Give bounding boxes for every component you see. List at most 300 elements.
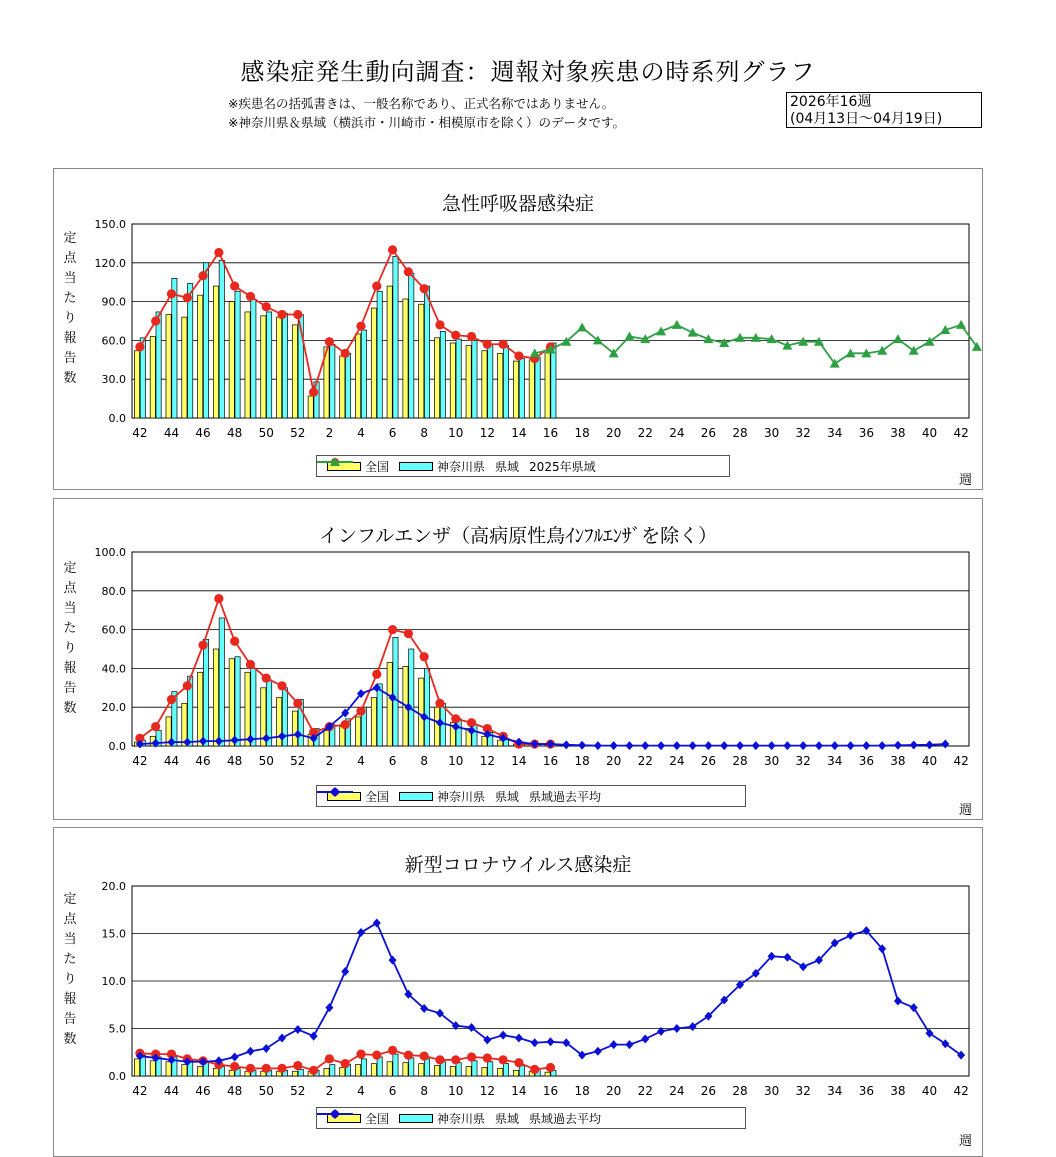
x-tick-label: 6 — [388, 754, 397, 768]
y-axis-label-char: り — [63, 972, 77, 987]
x-tick-label: 42 — [953, 754, 969, 768]
x-tick-label: 40 — [921, 1084, 938, 1098]
y-tick-label: 40.0 — [101, 662, 126, 676]
bar — [198, 672, 203, 746]
data-point — [356, 1050, 365, 1059]
x-axis-unit: 週 — [958, 473, 972, 488]
bar — [377, 1057, 382, 1076]
x-tick-label: 4 — [357, 1084, 365, 1098]
bar — [482, 1067, 487, 1076]
data-point — [499, 340, 508, 349]
bar — [213, 286, 218, 418]
bar — [551, 343, 556, 418]
bar — [361, 1059, 366, 1076]
chart-panel-covid19 — [53, 827, 983, 1157]
legend-item-kanagawa — [399, 788, 485, 805]
bar — [182, 317, 187, 418]
bar — [330, 344, 335, 418]
y-axis-label-char: 告 — [63, 1012, 77, 1027]
data-point — [325, 337, 334, 346]
data-point — [309, 1066, 318, 1075]
y-axis-label-char: 点 — [63, 912, 77, 927]
data-point — [135, 342, 144, 351]
data-point — [183, 681, 192, 690]
bar — [498, 353, 503, 418]
x-tick-label: 36 — [858, 754, 874, 768]
bar — [203, 263, 208, 418]
data-point — [246, 292, 255, 301]
x-tick-label: 24 — [669, 1084, 685, 1098]
bar — [409, 649, 414, 746]
x-axis-unit: 週 — [958, 1134, 972, 1149]
data-point — [293, 310, 302, 319]
report-week-range: (04月13日～04月19日) — [790, 111, 943, 127]
legend-swatch — [399, 462, 433, 471]
y-axis-label-char: 報 — [63, 992, 77, 1007]
x-tick-label: 18 — [574, 426, 590, 440]
bar — [419, 304, 424, 418]
bar — [150, 337, 155, 418]
bar — [387, 663, 392, 746]
x-tick-label: 46 — [195, 754, 211, 768]
bar — [345, 353, 350, 418]
data-point — [356, 706, 365, 715]
data-point — [451, 714, 460, 723]
bar — [355, 1065, 360, 1076]
x-tick-label: 14 — [511, 754, 527, 768]
data-point — [230, 281, 239, 290]
bar — [472, 340, 477, 418]
bar — [545, 351, 550, 418]
bar — [219, 260, 224, 418]
bar — [424, 286, 429, 418]
y-tick-label: 80.0 — [101, 584, 126, 598]
y-axis-label-char: 数 — [63, 1032, 77, 1047]
bar — [377, 291, 382, 418]
data-point — [151, 722, 160, 731]
bar — [434, 707, 439, 746]
data-point — [277, 1064, 286, 1073]
x-tick-label: 24 — [669, 426, 685, 440]
y-tick-label: 0.0 — [108, 1070, 126, 1083]
y-axis-label-char: 報 — [63, 661, 77, 676]
bar — [472, 1061, 477, 1076]
legend-line-green — [317, 456, 353, 468]
data-point — [341, 1059, 350, 1068]
x-tick-label: 34 — [827, 1084, 843, 1098]
data-point — [372, 1051, 381, 1060]
data-point — [325, 1054, 334, 1063]
note-disease-name: ※疾患名の括弧書きは、一般名称であり、正式名称ではありません。 — [228, 96, 615, 111]
x-tick-label: 30 — [763, 1084, 780, 1098]
bar — [188, 283, 193, 418]
bar — [371, 308, 376, 418]
x-tick-label: 52 — [290, 754, 306, 768]
x-tick-label: 38 — [890, 1084, 906, 1098]
x-tick-label: 32 — [795, 1084, 811, 1098]
data-point — [151, 316, 160, 325]
bar — [503, 346, 508, 418]
data-point — [309, 388, 318, 397]
y-axis-label-char: 点 — [63, 581, 77, 596]
bar — [409, 1058, 414, 1076]
legend-label: 全国 — [365, 459, 390, 474]
bar — [198, 1067, 203, 1077]
bar — [166, 315, 171, 418]
legend — [316, 455, 730, 477]
chart-svg — [54, 499, 982, 819]
bar — [424, 1059, 429, 1076]
legend-label: 県域 — [495, 789, 520, 804]
data-point — [341, 349, 350, 358]
data-point — [262, 1064, 271, 1073]
data-point — [356, 322, 365, 331]
bar — [340, 727, 345, 746]
bar — [482, 351, 487, 418]
x-tick-label: 10 — [448, 1084, 464, 1098]
legend-item-past-avg — [529, 788, 601, 805]
bar — [355, 334, 360, 418]
y-axis-label-char: た — [63, 952, 77, 967]
legend-label: 2025年県域 — [529, 459, 596, 474]
x-tick-label: 42 — [953, 1084, 969, 1098]
y-axis-label-char: り — [63, 641, 77, 656]
x-tick-label: 34 — [827, 426, 843, 440]
data-point — [167, 289, 176, 298]
x-axis-unit: 週 — [958, 803, 972, 818]
data-point — [483, 340, 492, 349]
x-tick-label: 32 — [795, 754, 811, 768]
bar — [324, 730, 329, 746]
legend-label: 県域過去平均 — [529, 789, 602, 804]
data-point — [435, 320, 444, 329]
bar — [213, 649, 218, 746]
bar — [156, 312, 161, 418]
bar — [235, 291, 240, 418]
bar — [213, 1068, 218, 1076]
y-axis-label-char: 告 — [63, 681, 77, 696]
legend-item-past-avg — [529, 1110, 601, 1127]
bar — [466, 1067, 471, 1077]
data-point — [198, 641, 207, 650]
y-axis-label-char: 当 — [63, 601, 77, 616]
report-week: 2026年16週 — [790, 94, 872, 110]
x-tick-label: 16 — [542, 754, 559, 768]
data-point — [277, 310, 286, 319]
bar — [403, 299, 408, 418]
x-tick-label: 14 — [511, 1084, 527, 1098]
x-tick-label: 4 — [357, 754, 365, 768]
bar — [282, 313, 287, 418]
bar — [308, 396, 313, 418]
x-tick-label: 20 — [606, 754, 622, 768]
bar — [340, 1067, 345, 1076]
x-tick-label: 8 — [420, 754, 428, 768]
x-tick-label: 38 — [890, 426, 906, 440]
bar — [261, 316, 266, 418]
bar — [324, 1068, 329, 1076]
data-point — [451, 331, 460, 340]
x-tick-label: 8 — [420, 426, 428, 440]
x-tick-label: 36 — [858, 426, 874, 440]
legend-swatch — [399, 792, 433, 801]
x-tick-label: 20 — [606, 1084, 622, 1098]
x-tick-label: 44 — [163, 754, 180, 768]
bar — [245, 312, 250, 418]
x-tick-label: 16 — [542, 1084, 559, 1098]
x-tick-label: 42 — [953, 426, 969, 440]
bar — [393, 1054, 398, 1076]
legend-label: 全国 — [365, 1111, 390, 1126]
data-point — [198, 271, 207, 280]
chart-panel-acute-respiratory — [53, 168, 983, 490]
data-point — [420, 284, 429, 293]
bar — [456, 339, 461, 418]
x-tick-label: 40 — [921, 426, 938, 440]
bar — [450, 343, 455, 418]
bar — [251, 668, 256, 746]
data-point — [372, 281, 381, 290]
y-tick-label: 20.0 — [101, 701, 126, 715]
x-tick-label: 50 — [258, 754, 274, 768]
x-tick-label: 28 — [732, 754, 748, 768]
bar — [330, 1065, 335, 1076]
legend-item-kanagawa — [399, 458, 485, 475]
x-tick-label: 2 — [325, 754, 334, 768]
x-tick-label: 22 — [637, 754, 653, 768]
plot-area — [132, 552, 969, 746]
data-point — [372, 670, 381, 679]
bar — [134, 1059, 139, 1076]
x-tick-label: 48 — [227, 426, 243, 440]
data-point — [451, 1055, 460, 1064]
y-tick-label: 0.0 — [108, 740, 126, 753]
bar — [377, 684, 382, 746]
note-data-scope: ※神奈川県＆県域（横浜市・川崎市・相模原市を除く）のデータです。 — [228, 115, 625, 130]
bar — [182, 1065, 187, 1076]
bar — [456, 1063, 461, 1076]
y-tick-label: 120.0 — [94, 256, 126, 270]
x-tick-label: 50 — [258, 1084, 274, 1098]
data-point — [293, 1061, 302, 1070]
y-tick-label: 100.0 — [94, 546, 126, 559]
y-tick-label: 20.0 — [101, 880, 126, 893]
bar — [219, 618, 224, 746]
x-tick-label: 40 — [921, 754, 938, 768]
bar — [245, 672, 250, 746]
legend-swatch — [399, 1114, 433, 1123]
bar — [371, 1064, 376, 1076]
data-point — [214, 248, 223, 257]
data-point — [435, 699, 444, 708]
bar — [387, 286, 392, 418]
x-tick-label: 12 — [479, 426, 495, 440]
x-tick-label: 6 — [388, 1084, 397, 1098]
x-tick-label: 18 — [574, 754, 590, 768]
data-point — [183, 293, 192, 302]
bar — [545, 1072, 550, 1076]
x-tick-label: 30 — [763, 426, 780, 440]
legend-label: 神奈川県 — [437, 789, 486, 804]
x-tick-label: 2 — [325, 426, 334, 440]
x-tick-label: 42 — [132, 426, 148, 440]
x-tick-label: 8 — [420, 1084, 428, 1098]
chart-title: インフルエンザ（高病原性鳥ｲﾝﾌﾙｴﾝｻﾞを除く） — [318, 525, 718, 547]
data-point — [546, 1063, 555, 1072]
bar — [488, 344, 493, 418]
bar — [503, 1064, 508, 1076]
y-axis-label-char: 定 — [63, 892, 77, 907]
x-tick-label: 46 — [195, 1084, 211, 1098]
data-point — [388, 245, 397, 254]
bar — [340, 356, 345, 418]
data-point — [246, 1064, 255, 1073]
legend-line-blue — [317, 786, 353, 798]
chart-title: 急性呼吸器感染症 — [441, 193, 594, 215]
data-point — [435, 1055, 444, 1064]
data-point — [514, 351, 523, 360]
legend-label: 全国 — [365, 789, 390, 804]
y-tick-label: 15.0 — [101, 927, 126, 941]
bar — [277, 317, 282, 418]
x-tick-label: 30 — [763, 754, 780, 768]
data-point — [420, 652, 429, 661]
x-tick-label: 26 — [700, 426, 717, 440]
x-tick-label: 52 — [290, 1084, 306, 1098]
chart-panel-influenza — [53, 498, 983, 820]
data-point — [388, 1046, 397, 1055]
legend — [316, 785, 746, 807]
x-tick-label: 4 — [357, 426, 365, 440]
data-point — [499, 1055, 508, 1064]
y-axis-label-char: 報 — [63, 331, 77, 346]
bar — [361, 330, 366, 418]
bar — [267, 312, 272, 418]
y-axis-label-char: 数 — [63, 371, 77, 386]
x-tick-label: 44 — [163, 426, 180, 440]
bar — [235, 657, 240, 746]
bar — [482, 736, 487, 746]
x-tick-label: 46 — [195, 426, 211, 440]
bar — [203, 639, 208, 746]
bar — [166, 1062, 171, 1076]
y-axis-label-char: り — [63, 311, 77, 326]
data-point — [404, 629, 413, 638]
data-point — [293, 699, 302, 708]
bar — [393, 637, 398, 746]
x-tick-label: 48 — [227, 1084, 243, 1098]
y-tick-label: 10.0 — [101, 975, 126, 988]
bar — [387, 1062, 392, 1076]
data-point — [277, 681, 286, 690]
y-axis-label-char: 告 — [63, 351, 77, 366]
bar — [529, 360, 534, 418]
y-axis-label-char: 定 — [63, 561, 77, 576]
x-tick-label: 12 — [479, 754, 495, 768]
data-point — [530, 1065, 539, 1074]
data-point — [341, 720, 350, 729]
bar — [134, 351, 139, 418]
legend-label: 神奈川県 — [437, 459, 486, 474]
data-point — [467, 332, 476, 341]
data-point — [246, 660, 255, 669]
bar — [292, 711, 297, 746]
bar — [513, 361, 518, 418]
x-tick-label: 26 — [700, 754, 717, 768]
data-point — [420, 1051, 429, 1060]
bar — [419, 678, 424, 746]
bar — [198, 295, 203, 418]
data-point — [483, 1053, 492, 1062]
bar — [488, 1062, 493, 1076]
legend-label: 県域 — [495, 459, 520, 474]
bar — [498, 1068, 503, 1076]
y-axis-label-char: 点 — [63, 251, 77, 266]
x-tick-label: 22 — [637, 426, 653, 440]
bar — [150, 1061, 155, 1076]
x-tick-label: 42 — [132, 754, 148, 768]
x-tick-label: 22 — [637, 1084, 653, 1098]
x-tick-label: 20 — [606, 426, 622, 440]
data-point — [167, 695, 176, 704]
bar — [519, 359, 524, 418]
x-tick-label: 10 — [448, 754, 464, 768]
legend — [316, 1107, 746, 1129]
x-tick-label: 2 — [325, 1084, 334, 1098]
bar — [434, 338, 439, 418]
x-tick-label: 38 — [890, 754, 906, 768]
data-point — [230, 1062, 239, 1071]
legend-line-blue — [317, 1108, 353, 1120]
bar — [419, 1064, 424, 1076]
x-tick-label: 26 — [700, 1084, 717, 1098]
data-point — [404, 267, 413, 276]
bar — [466, 346, 471, 418]
legend-label: 県域 — [495, 1111, 520, 1126]
x-tick-label: 50 — [258, 426, 274, 440]
y-axis-label-char: た — [63, 291, 77, 306]
data-point — [262, 674, 271, 683]
data-point — [467, 1052, 476, 1061]
bar — [298, 1069, 303, 1076]
bar — [355, 717, 360, 746]
bar — [371, 698, 376, 747]
page-title: 感染症発生動向調査：週報対象疾患の時系列グラフ — [240, 58, 816, 86]
bar — [424, 668, 429, 746]
bar — [292, 325, 297, 418]
x-tick-label: 6 — [388, 426, 397, 440]
chart-svg — [54, 169, 982, 489]
y-tick-label: 30.0 — [101, 373, 126, 387]
bar — [409, 273, 414, 418]
bar — [292, 1071, 297, 1076]
chart-svg — [54, 828, 982, 1148]
x-tick-label: 36 — [858, 1084, 874, 1098]
chart-title: 新型コロナウイルス感染症 — [404, 854, 632, 876]
x-tick-label: 24 — [669, 754, 685, 768]
data-point — [467, 718, 476, 727]
x-tick-label: 28 — [732, 426, 748, 440]
bar — [513, 1070, 518, 1076]
bar — [229, 302, 234, 418]
report-week-box — [786, 92, 982, 128]
x-tick-label: 44 — [163, 1084, 180, 1098]
y-axis-label-char: 当 — [63, 271, 77, 286]
x-tick-label: 14 — [511, 426, 527, 440]
data-point — [214, 594, 223, 603]
legend-label: 神奈川県 — [437, 1111, 486, 1126]
legend-label: 県域過去平均 — [529, 1111, 602, 1126]
